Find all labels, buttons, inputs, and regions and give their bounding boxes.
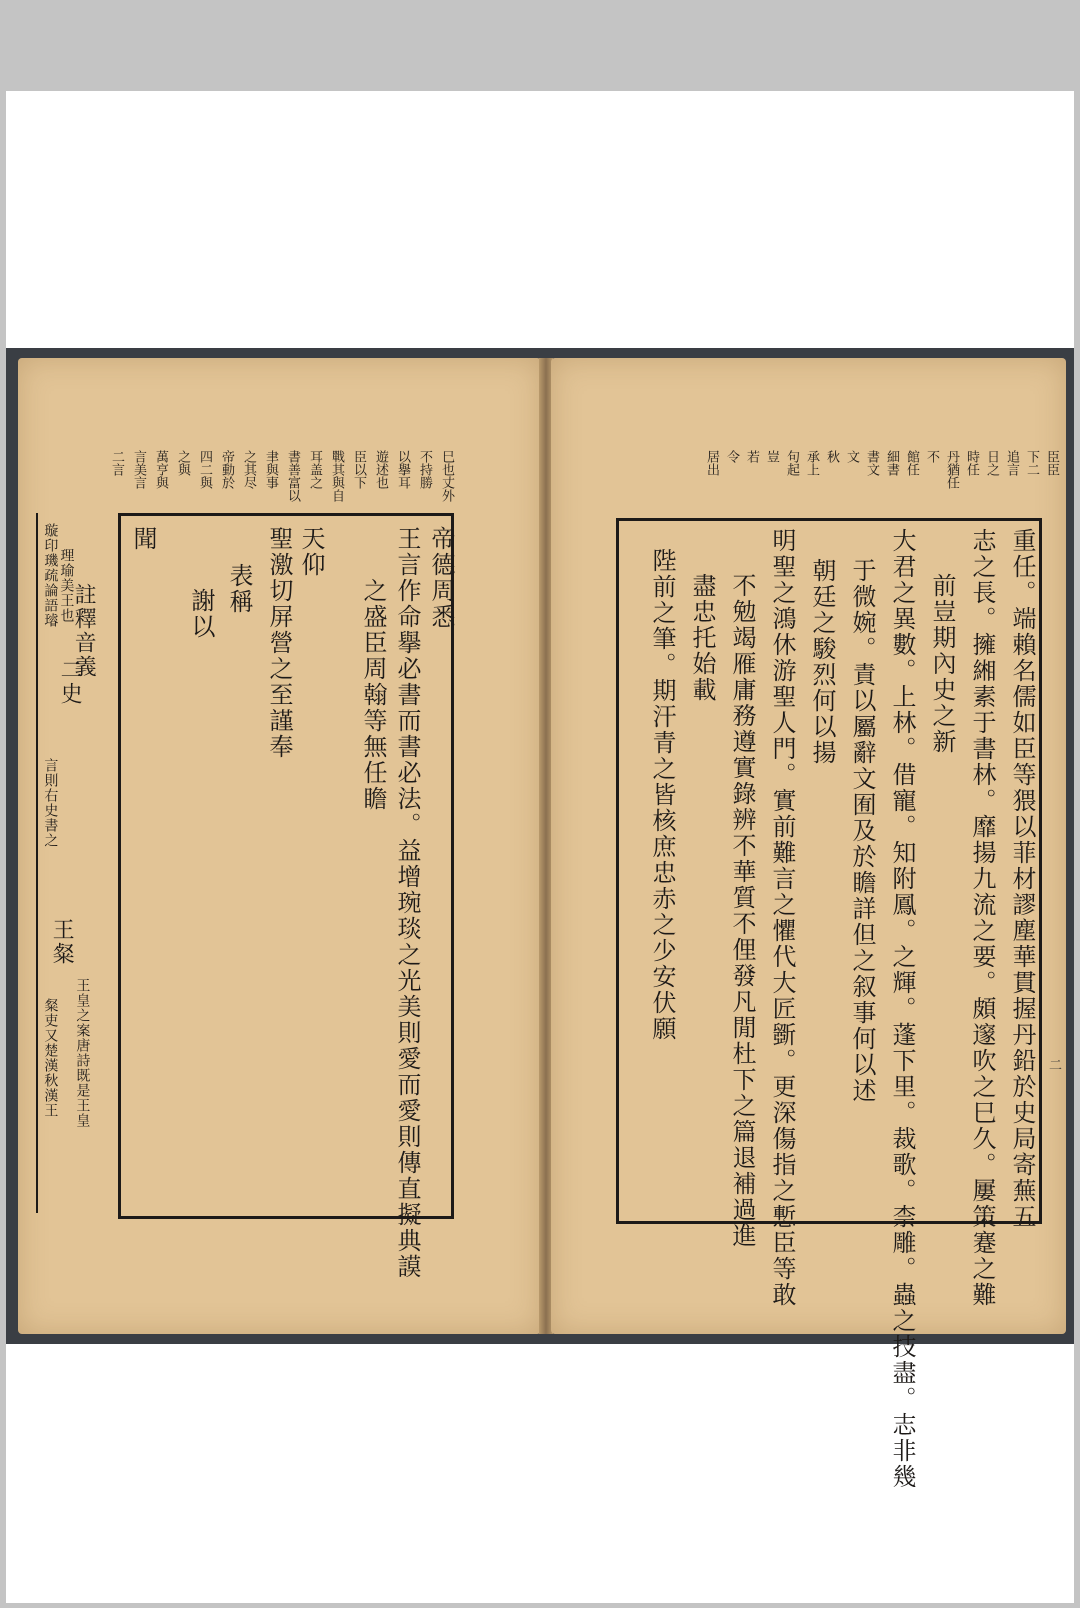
head-note: 居出 [704, 450, 719, 476]
text-column: 朝廷之駿烈何以揚 [808, 558, 836, 766]
annotation-column: 粲吏又楚漢秋漢王 [42, 998, 59, 1118]
head-note: 日之 [984, 450, 999, 476]
head-note: 戰其與自 [329, 450, 344, 502]
head-note: 言美言 [131, 450, 146, 489]
head-note: 之其尽 [241, 450, 256, 489]
head-note: 臣臣 [1044, 450, 1059, 476]
head-note: 四二與 [197, 450, 212, 489]
head-note: 帝動於 [219, 450, 234, 489]
annotation-column: 王粲 [49, 918, 75, 966]
annotation-column: 理瑜美王也 [58, 548, 75, 623]
text-column: 表稱 [225, 563, 253, 615]
text-column: 之盛臣周翰等無任瞻 [359, 578, 387, 812]
head-note: 書文 [864, 450, 879, 476]
head-note: 遊述也 [373, 450, 388, 489]
book-scan [6, 348, 1074, 1490]
head-note: 之與 [175, 450, 190, 476]
annotation-column: 二史 [57, 658, 83, 706]
text-column: 于微婉。責以屬辭文囿及於瞻詳但之叙事何以述 [848, 558, 876, 1104]
head-note: 不持勝 [417, 450, 432, 489]
annotation-column: 言則右史書之 [42, 758, 59, 848]
text-column: 聞 [129, 526, 157, 552]
head-note: 文 [844, 450, 859, 463]
page-marker: 二 [1046, 1058, 1061, 1073]
head-note: 承上 [804, 450, 819, 476]
text-column: 王言作命擧必書而書必法。益增琬琰之光美則愛而愛則傳直擬典謨 [393, 526, 421, 1280]
head-note: 追言 [1004, 450, 1019, 476]
text-column: 不勉竭雁庸務遵實錄辨不華質不俚發凡閒杜下之篇退補過進 [728, 573, 756, 1249]
text-column: 明聖之鴻休游聖人門。實前難言之懼代大匠斵。更深傷指之慙臣等敢 [768, 528, 796, 1308]
text-column: 志之長。擁緗素于書林。靡揚九流之要。頗邃吹之巳久。屢策蹇之難 [968, 528, 996, 1308]
head-note: 令 [724, 450, 739, 463]
text-column: 天仰 [297, 526, 325, 578]
text-column: 陛前之筆。期汗青之皆核庶忠赤之少安伏願 [648, 548, 676, 1042]
text-column: 前豈期內史之新 [928, 573, 956, 755]
margin-rule [36, 513, 38, 1213]
text-column: 謝以 [187, 588, 215, 640]
head-note: 時任 [964, 450, 979, 476]
head-note: 以擧耳 [395, 450, 410, 489]
head-note: 細書 [884, 450, 899, 476]
head-note: 臣以下 [351, 450, 366, 489]
head-note: 聿與事 [263, 450, 278, 489]
annotation-column: 王皇之案唐詩既是王皇 [74, 978, 91, 1128]
head-note: 豈 [764, 450, 779, 463]
text-column: 大君之異數。上林。借寵。知附鳳。之輝。蓬下里。裁歌。柰雕。蟲之技盡。志非幾 [888, 528, 916, 1490]
head-note: 秋 [824, 450, 839, 463]
head-note: 萬亨與 [153, 450, 168, 489]
text-column: 聖激切屏營之至謹奉 [265, 526, 293, 760]
text-column: 盡忠托始載 [688, 573, 716, 703]
right-page [551, 358, 1066, 1490]
head-note: 書善富以 [285, 450, 300, 502]
head-note: 下二 [1024, 450, 1039, 476]
head-note: 丹猶任 [944, 450, 959, 489]
head-note: 巳也丈外 [439, 450, 454, 502]
text-column: 帝德周悉 [427, 526, 455, 630]
head-note: 二言 [109, 450, 124, 476]
annotation-column: 璇印璣疏論語璿 [42, 523, 59, 628]
text-column: 重任。端賴名儒如臣等猥以菲材謬塵華貫握丹鉛於史局寄蕪五 [1008, 528, 1036, 1230]
left-page [18, 358, 541, 1334]
head-note: 耳盖之 [307, 450, 322, 489]
head-note: 句起 [784, 450, 799, 476]
head-note: 不 [924, 450, 939, 463]
head-note: 若 [744, 450, 759, 463]
head-note: 館任 [904, 450, 919, 476]
annotation-title: 註釋音義 [71, 583, 97, 679]
